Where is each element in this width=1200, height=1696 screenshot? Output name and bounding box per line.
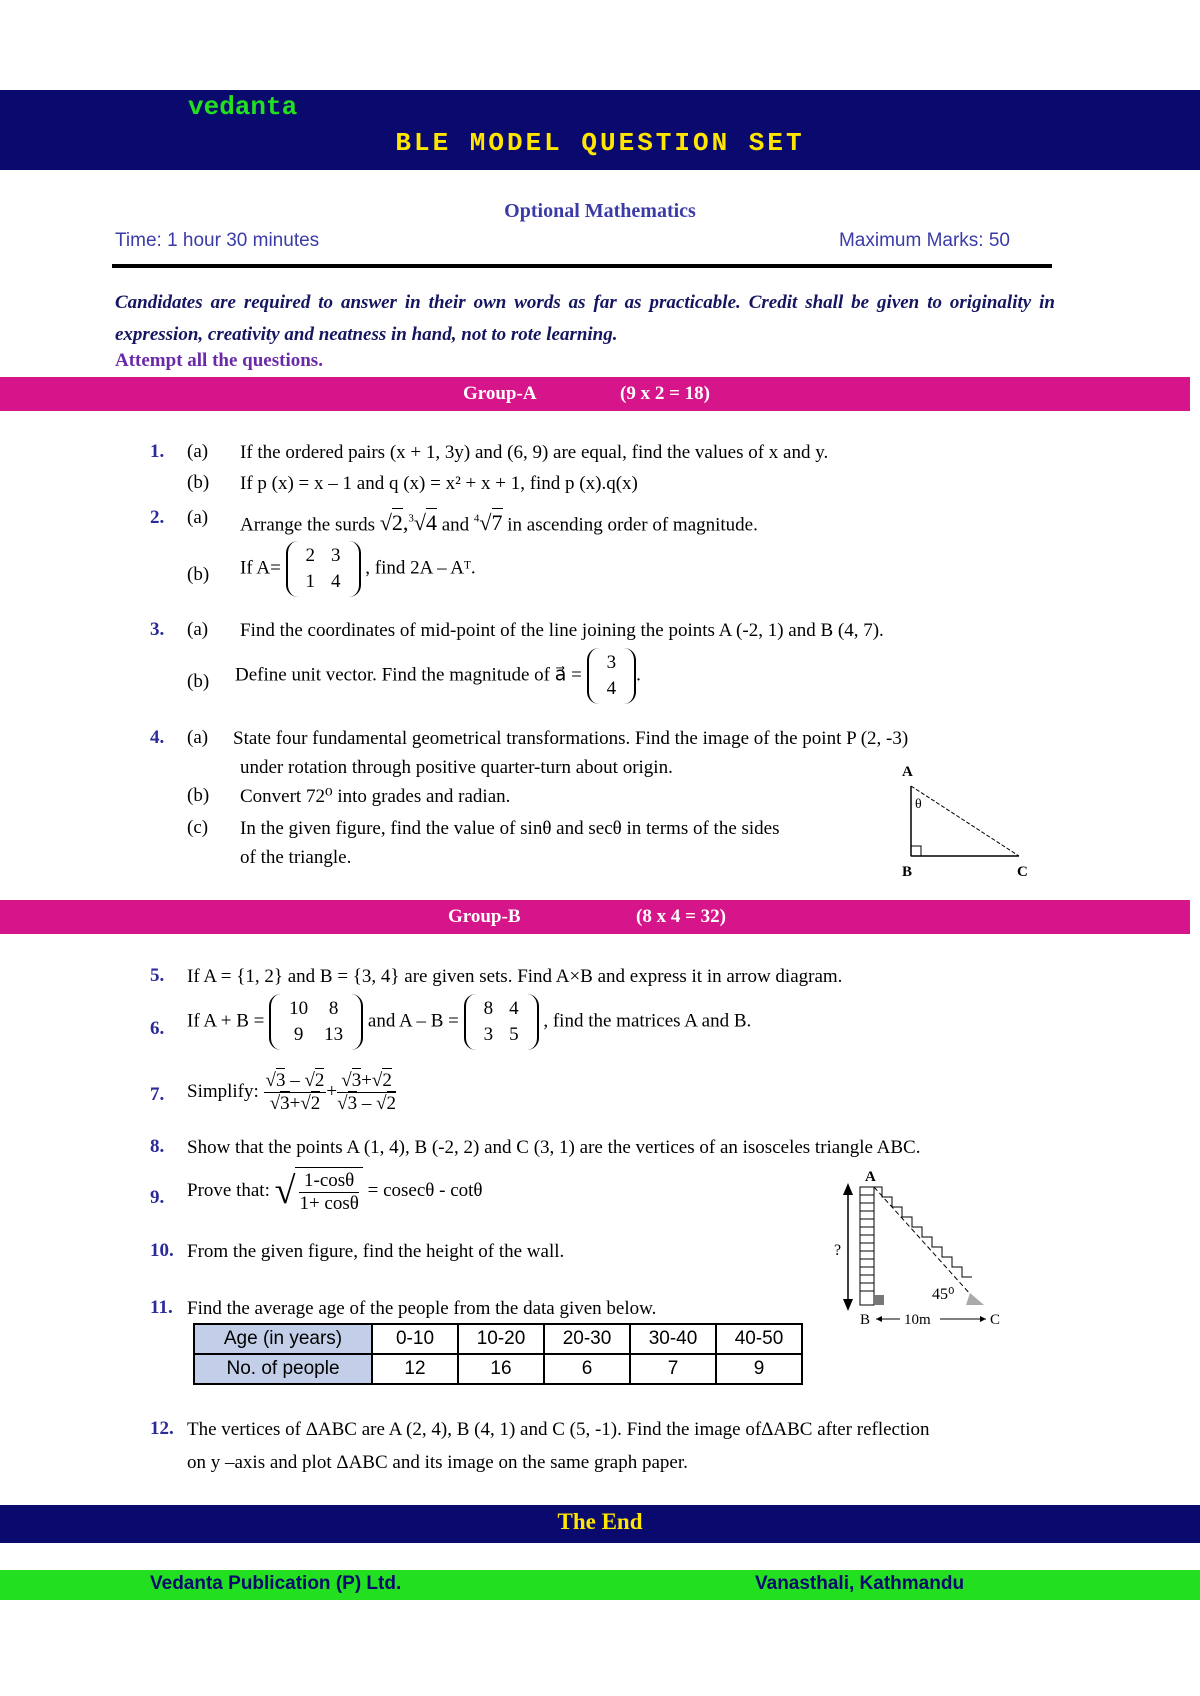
matrix-a bbox=[286, 541, 361, 597]
matrix-cell: 4 bbox=[331, 571, 341, 592]
table-cell: 30-40 bbox=[630, 1324, 716, 1354]
surd: $^4$√7 bbox=[473, 510, 503, 536]
question-text: Arrange the surds √2,$^3$√4 and $^4$√7 in ascending order of magnitude. bbox=[240, 510, 758, 536]
question-text: Find the coordinates of mid-point of the line joining the points A (-2, 1) and B (4, 7). bbox=[240, 620, 884, 641]
text-segment: = cosecθ - cotθ bbox=[367, 1180, 483, 1201]
question-number: 5. bbox=[150, 965, 165, 986]
text-segment: Prove that: bbox=[187, 1180, 270, 1201]
question-text bbox=[187, 1167, 483, 1215]
matrix-cell: 10 bbox=[289, 998, 309, 1019]
question-number: 1. bbox=[150, 441, 165, 462]
divider bbox=[112, 264, 1052, 268]
group-a-marks: (9 x 2 = 18) bbox=[620, 383, 710, 404]
numerator: 1-cosθ bbox=[299, 1170, 358, 1193]
table-row bbox=[194, 1354, 802, 1384]
theta-label: θ bbox=[915, 797, 922, 812]
table-cell: 10-20 bbox=[458, 1324, 544, 1354]
publisher-location: Vanasthali, Kathmandu bbox=[755, 1573, 965, 1594]
vector-a bbox=[587, 648, 637, 704]
question-text: Convert 72⁰ into grades and radian. bbox=[240, 786, 511, 807]
vertex-b-label: B bbox=[902, 864, 913, 880]
question-text: Simplify: $\frac{√3 - √2}{√3+√2}$ + $\frac{√3+√2}{√3 - √2}$ bbox=[187, 1070, 397, 1114]
question-text: The vertices of ΔABC are A (2, 4), B (4, 1) and C (5, -1). Find the image ofΔABC after reflection bbox=[187, 1419, 930, 1440]
question-text: If A = {1, 2} and B = {3, 4} are given sets. Find A×B and express it in arrow diagram. bbox=[187, 966, 843, 987]
angle-label: 45⁰ bbox=[932, 1286, 955, 1303]
table-cell: 6 bbox=[544, 1354, 630, 1384]
sqrt-sign: √ bbox=[274, 1170, 296, 1212]
part-label: (b) bbox=[187, 564, 210, 585]
question-number: 11. bbox=[150, 1297, 173, 1318]
vertex-b-label: B bbox=[860, 1312, 871, 1325]
group-a-title: Group-A bbox=[463, 383, 537, 404]
table-cell: 12 bbox=[372, 1354, 458, 1384]
surds: √2,$^3$√4 bbox=[379, 510, 437, 536]
attempt-note: Attempt all the questions. bbox=[115, 350, 323, 371]
matrix-cell: 5 bbox=[509, 1024, 519, 1045]
subject-title: Optional Mathematics bbox=[504, 200, 696, 222]
part-label: (a) bbox=[187, 507, 209, 528]
arrow-head-up bbox=[843, 1183, 853, 1195]
fraction bbox=[295, 1167, 362, 1215]
text-segment: , find 2A – Aᵀ. bbox=[365, 557, 476, 579]
question-text: under rotation through positive quarter-turn about origin. bbox=[240, 757, 673, 778]
table-cell: 40-50 bbox=[716, 1324, 802, 1354]
question-text: Define unit vector. Find the magnitude of a⃗ = 3 4 . bbox=[235, 648, 641, 704]
table-cell: 16 bbox=[458, 1354, 544, 1384]
publisher-name: Vedanta Publication (P) Ltd. bbox=[150, 1573, 402, 1594]
part-label: (c) bbox=[187, 817, 209, 838]
end-text: The End bbox=[557, 1509, 643, 1534]
question-text: If the ordered pairs (x + 1, 3y) and (6, 9) are equal, find the values of x and y. bbox=[240, 442, 829, 463]
fraction: $\frac{√3+√2}{√3 - √2}$ bbox=[337, 1070, 397, 1114]
side-ac bbox=[911, 786, 1019, 856]
vertex-a-label: A bbox=[865, 1169, 876, 1185]
table-cell: 20-30 bbox=[544, 1324, 630, 1354]
question-number: 10. bbox=[150, 1240, 174, 1261]
max-marks-label: Maximum Marks: 50 bbox=[838, 230, 1010, 251]
arrow-head-down bbox=[843, 1299, 853, 1311]
question-text bbox=[240, 541, 476, 597]
matrix-cell: 3 bbox=[331, 545, 341, 566]
wall bbox=[860, 1187, 874, 1305]
table-row bbox=[194, 1324, 802, 1354]
table-cell: 0-10 bbox=[372, 1324, 458, 1354]
right-angle-marker bbox=[874, 1295, 884, 1305]
text-segment: in ascending order of magnitude. bbox=[502, 514, 758, 536]
question-text: on y –axis and plot ΔABC and its image on the same graph paper. bbox=[187, 1452, 688, 1473]
group-b-marks: (8 x 4 = 32) bbox=[636, 906, 726, 927]
part-label: (b) bbox=[187, 785, 210, 806]
question-text: Show that the points A (1, 4), B (-2, 2) and C (3, 1) are the vertices of an isosceles triangle ABC. bbox=[187, 1137, 921, 1158]
question-number: 3. bbox=[150, 619, 165, 640]
question-number: 4. bbox=[150, 727, 165, 748]
question-text: From the given figure, find the height of the wall. bbox=[187, 1241, 565, 1262]
base-length-label: 10m bbox=[904, 1312, 931, 1325]
angle-marker bbox=[966, 1293, 984, 1305]
part-label: (b) bbox=[187, 472, 210, 493]
unknown-height-label: ? bbox=[834, 1242, 842, 1259]
part-label: (a) bbox=[187, 619, 209, 640]
question-text: Find the average age of the people from the data given below. bbox=[187, 1298, 657, 1319]
text-segment: If A + B = bbox=[187, 1010, 265, 1032]
instructions: Candidates are required to answer in their own words as far as practicable. Credit shall be given to originality in expression, creativity and neatness in hand, not to rote learning. bbox=[115, 292, 1055, 345]
matrix-sum bbox=[269, 994, 363, 1050]
text-segment: Arrange the surds bbox=[240, 514, 380, 536]
table-header: No. of people bbox=[194, 1354, 372, 1384]
question-number: 12. bbox=[150, 1418, 174, 1439]
fraction: $\frac{√3 - √2}{√3+√2}$ bbox=[265, 1070, 325, 1114]
question-number: 8. bbox=[150, 1136, 165, 1157]
question-text: If p (x) = x – 1 and q (x) = x² + x + 1, find p (x).q(x) bbox=[240, 473, 638, 494]
arrow-head-left bbox=[876, 1316, 882, 1322]
arrow-head-right bbox=[980, 1316, 986, 1322]
question-number: 9. bbox=[150, 1187, 165, 1208]
matrix-cell: 1 bbox=[305, 571, 316, 592]
time-label: Time: 1 hour 30 minutes bbox=[115, 230, 320, 251]
question-text: of the triangle. bbox=[240, 847, 352, 868]
matrix-cell: 13 bbox=[324, 1024, 344, 1045]
vertex-c-label: C bbox=[1017, 864, 1028, 880]
matrix-cell: 8 bbox=[328, 998, 339, 1019]
ladder-steps bbox=[874, 1187, 972, 1277]
question-number: 7. bbox=[150, 1084, 165, 1105]
text-segment: Define unit vector. Find the magnitude of a⃗ = bbox=[235, 664, 587, 686]
brand-name: vedanta bbox=[188, 92, 298, 122]
denominator: 1+ cosθ bbox=[299, 1193, 359, 1214]
matrix-cell: 3 bbox=[483, 1024, 494, 1045]
text-segment: , find the matrices A and B. bbox=[543, 1010, 752, 1032]
question-text bbox=[187, 994, 751, 1050]
question-text: In the given figure, find the value of sinθ and secθ in terms of the sides bbox=[240, 818, 780, 839]
matrix-cell: 9 bbox=[293, 1024, 304, 1045]
text-segment: If A= bbox=[240, 557, 281, 579]
vector-cell: 4 bbox=[606, 678, 617, 699]
group-a-bar bbox=[0, 377, 1190, 411]
matrix-cell: 4 bbox=[509, 998, 519, 1019]
vertex-c-label: C bbox=[990, 1312, 1001, 1325]
wall-ladder-figure bbox=[830, 1165, 1020, 1325]
question-number: 6. bbox=[150, 1018, 165, 1039]
part-label: (a) bbox=[187, 441, 209, 462]
question-number: 2. bbox=[150, 507, 165, 528]
text-segment: Simplify: bbox=[187, 1080, 259, 1102]
question-text: State four fundamental geometrical transformations. Find the image of the point P (2, -3) bbox=[233, 728, 909, 749]
group-b-bar bbox=[0, 900, 1190, 934]
divider bbox=[112, 168, 1060, 170]
table-cell: 9 bbox=[716, 1354, 802, 1384]
right-angle-marker bbox=[911, 846, 921, 856]
part-label: (b) bbox=[187, 671, 210, 692]
matrix-cell: 2 bbox=[305, 545, 316, 566]
table-header: Age (in years) bbox=[194, 1324, 372, 1354]
ladder bbox=[874, 1187, 980, 1305]
page-title: BLE MODEL QUESTION SET bbox=[395, 128, 805, 158]
group-b-title: Group-B bbox=[448, 906, 521, 927]
age-table bbox=[193, 1323, 803, 1385]
text-segment: and A – B = bbox=[367, 1010, 459, 1032]
matrix-diff bbox=[464, 994, 539, 1050]
vertex-a-label: A bbox=[902, 764, 913, 780]
vector-cell: 3 bbox=[606, 652, 617, 673]
matrix-cell: 8 bbox=[483, 998, 494, 1019]
part-label: (a) bbox=[187, 727, 209, 748]
right-triangle-figure bbox=[895, 758, 1035, 880]
table-cell: 7 bbox=[630, 1354, 716, 1384]
